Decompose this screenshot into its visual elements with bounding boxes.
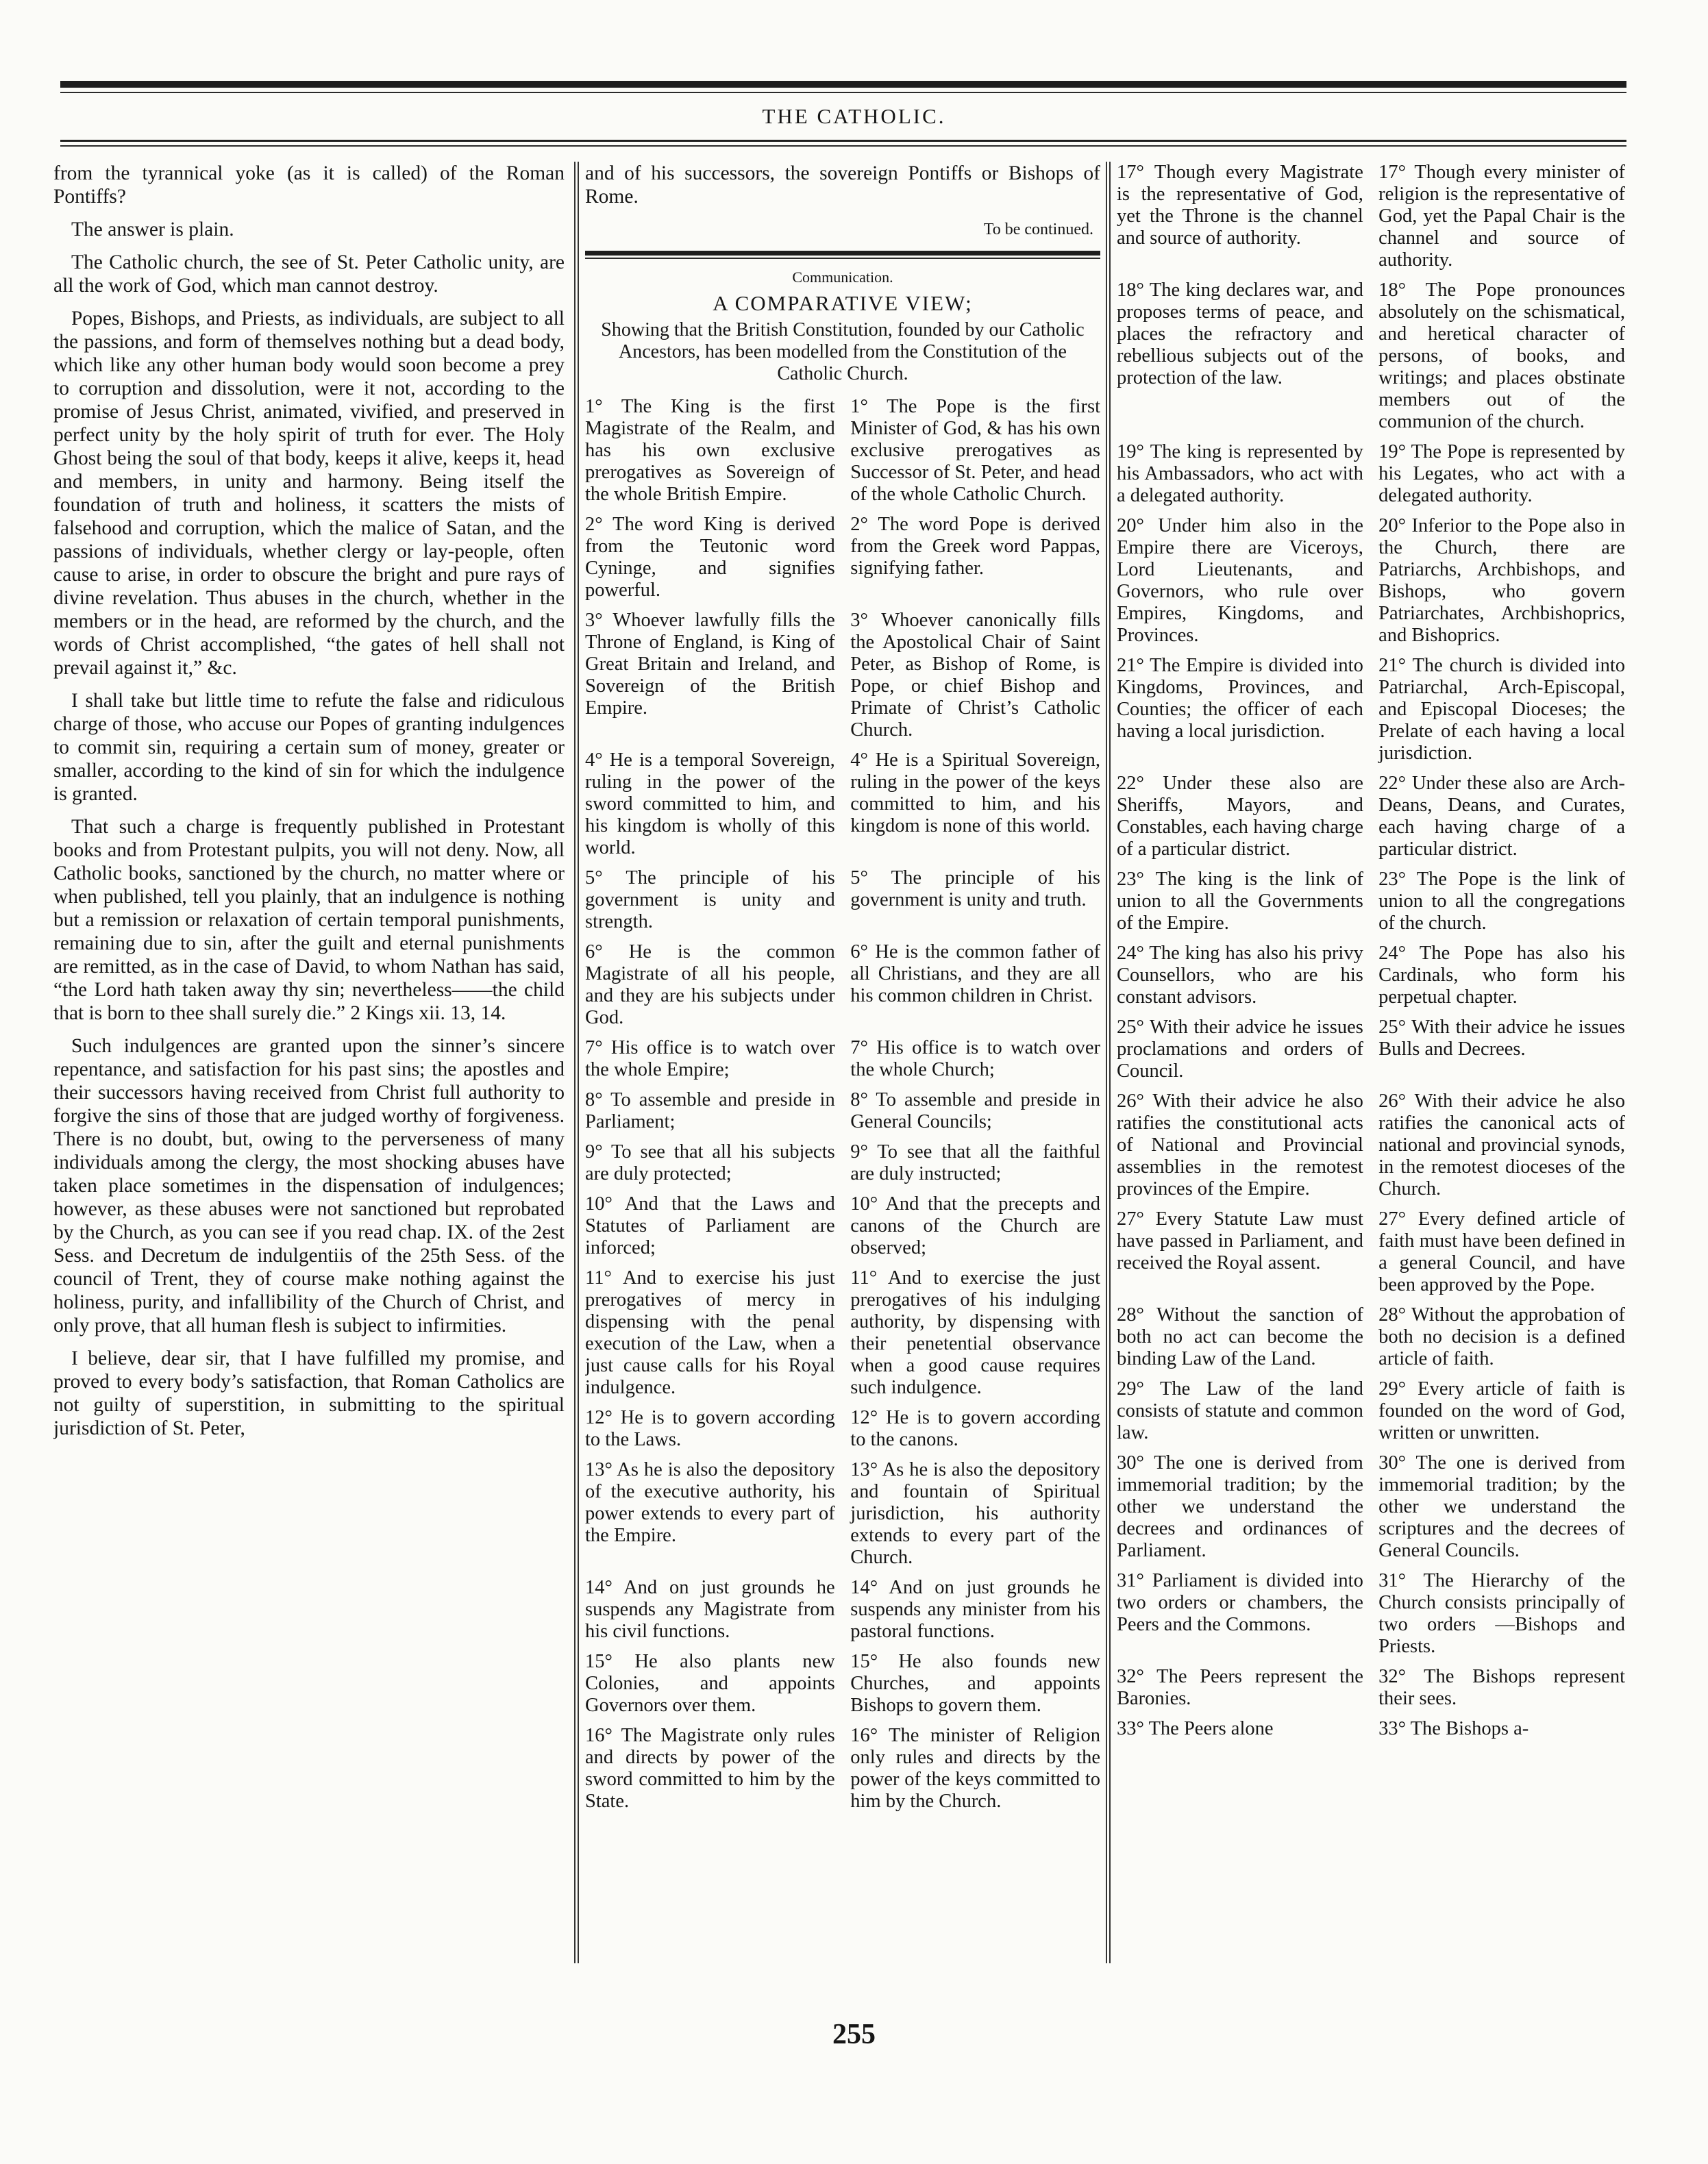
comparison-pair (585, 941, 1100, 1029)
paragraph: Popes, Bishops, and Priests, as individuals, are subject to all the passions, and form of themselves nothing but a dead body, which like any other human body would soon become a prey to corruption and dissolution, were it not, according to the promise of Jesus Christ, animated, vivified, and preserved in perfect unity by the holy spirit of truth for ever. The Holy Ghost being the soul of that body, keeps it alive, keeps it, head and members, in unity and harmony. Being itself the foundation of truth and holiness, it scatters the mists of falsehood and corruption, which the malice of Satan, and the passions of individuals, whether clergy or lay-people, often cause to arise, in order to obscure the bright and pure rays of divine revelation. Thus abuses in the church, whether in the members or in the head, are reformed by the church, and the words of Christ accomplished, “the gates of hell shall not prevail against it,” &c. (53, 308, 565, 679)
church-item: 28° Without the approbation of both no decision is a defined article of faith. (1378, 1304, 1625, 1369)
comparison-pair (1117, 1570, 1625, 1658)
church-item: 16° The minister of Religion only rules and directs by the power of the keys committed to him by the Church. (850, 1725, 1100, 1812)
communication-label: Communication. (792, 269, 893, 286)
state-item: 2° The word King is derived from the Teutonic word Cyninge, and signifies powerful. (585, 514, 835, 601)
state-item: 26° With their advice he also ratifies the constitutional acts of National and Provincial assemblies in the remotest provinces of the Empire. (1117, 1091, 1363, 1199)
church-item: 21° The church is divided into Patriarchal, Arch-Episcopal, and Episcopal Dioceses; the Prelate of each having a local jurisdiction. (1378, 655, 1625, 764)
comparison-pair (585, 1267, 1100, 1399)
state-item: 14° And on just grounds he suspends any Magistrate from his civil functions. (585, 1577, 835, 1642)
column-divider (1106, 162, 1107, 1963)
comparison-pair (585, 1577, 1100, 1643)
article-title: A COMPARATIVE VIEW; (713, 291, 973, 315)
state-item: 22° Under these also are Sheriffs, Mayors, and Constables, each having charge of a particular district. (1117, 773, 1363, 860)
state-item: 19° The king is represented by his Ambassadors, who act with a delegated authority. (1117, 441, 1363, 506)
page-number: 255 (832, 2019, 876, 2050)
comparison-pair (1117, 773, 1625, 860)
comparison-pair (1117, 515, 1625, 647)
church-item: 6° He is the common father of all Christians, and they are all his common children in Christ. (850, 941, 1100, 1006)
comparison-pair (585, 514, 1100, 601)
state-item: 12° He is to govern according to the Laws. (585, 1407, 835, 1450)
paragraph: from the tyrannical yoke (as it is called) of the Roman Pontiffs? (53, 162, 565, 208)
state-item: 17° Though every Magistrate is the representative of God, yet the Throne is the channel and source of authority. (1117, 162, 1363, 249)
top-rule (60, 81, 1626, 88)
paragraph: I shall take but little time to refute the false and ridiculous charge of those, who accuse our Popes of granting indulgences to commit sin, requiring a certain sum of money, greater or smaller, according to the kind of sin for which the indulgence is granted. (53, 690, 565, 805)
column-3 (1117, 162, 1625, 1963)
state-item: 5° The principle of his government is unity and strength. (585, 867, 835, 932)
comparison-pair (1117, 1208, 1625, 1296)
header-rule-thin (60, 145, 1626, 147)
comparison-pair (585, 1037, 1100, 1081)
comparison-pair (585, 1725, 1100, 1813)
church-item: 10° And that the precepts and canons of the Church are observed; (850, 1193, 1100, 1258)
church-item: 8° To assemble and preside in General Councils; (850, 1089, 1100, 1132)
church-item: 20° Inferior to the Pope also in the Church, there are Patriarchs, Archbishops, and Bishops, who govern Patriarchates, Archbishoprics, and Bishoprics. (1378, 515, 1625, 646)
paragraph: Such indulgences are granted upon the sinner’s sincere repentance, and satisfaction for his past sins; the apostles and their successors having received from Christ full authority to forgive the sins of those that are judged worthy of forgiveness. There is no doubt, but, owing to the perverseness of many individuals among the clergy, the most shocking abuses have taken place sometimes in the dispensation of indulgences; however, as these abuses were not sanctioned but reprobated by the Church, as you can see if you read chap. IX. of the 2est Sess. and Decretum de indulgentiis of the 25th Sess. of the council of Trent, they of course make nothing against the holiness, purity, and infallibility of the Church of Christ, and only prove, that all human flesh is subject to infirmities. (53, 1035, 565, 1336)
comparison-pair (1117, 1378, 1625, 1444)
state-item: 9° To see that all his subjects are duly protected; (585, 1141, 835, 1184)
comparison-pair (1117, 1091, 1625, 1200)
state-item: 6° He is the common Magistrate of all his people, and they are his subjects under God. (585, 941, 835, 1028)
state-item: 13° As he is also the depository of the executive authority, his power extends to every part of the Empire. (585, 1459, 835, 1546)
church-item: 1° The Pope is the first Minister of God, & has his own exclusive prerogatives as Successor of St. Peter, and head of the whole Catholic Church. (850, 396, 1100, 505)
comparison-pair (1117, 1017, 1625, 1082)
state-item: 15° He also plants new Colonies, and appoints Governors over them. (585, 1651, 835, 1716)
state-item: 7° His office is to watch over the whole Empire; (585, 1037, 835, 1080)
state-item: 21° The Empire is divided into Kingdoms, Provinces, and Counties; the officer of each having a local jurisdiction. (1117, 655, 1363, 742)
church-item: 3° Whoever canonically fills the Apostolical Chair of Saint Peter, as Bishop of Rome, is Pope, or chief Bishop and Primate of Christ’s Catholic Church. (850, 610, 1100, 741)
comparison-pair (585, 867, 1100, 933)
state-item: 10° And that the Laws and Statutes of Parliament are inforced; (585, 1193, 835, 1258)
comparison-pair (1117, 1666, 1625, 1710)
paragraph: The Catholic church, the see of St. Peter Catholic unity, are all the work of God, which man cannot destroy. (53, 251, 565, 297)
state-item: 31° Parliament is divided into two orders or chambers, the Peers and the Commons. (1117, 1570, 1363, 1635)
church-item: 26° With their advice he also ratifies the canonical acts of national and provincial synods, in the remotest dioceses of the Church. (1378, 1091, 1625, 1199)
column-1 (53, 162, 565, 1963)
comparison-pair (1117, 1718, 1625, 1740)
church-item: 11° And to exercise the just prerogatives of his indulging authority, by dispensing with their penetential observance when a good cause requires such indulgence. (850, 1267, 1100, 1398)
state-item: 28° Without the sanction of both no act can become the binding Law of the Land. (1117, 1304, 1363, 1369)
comparison-pair (585, 749, 1100, 859)
comparison-pair (585, 1459, 1100, 1569)
church-item: 14° And on just grounds he suspends any minister from his pastoral functions. (850, 1577, 1100, 1642)
comparison-pair (585, 1407, 1100, 1451)
church-item: 2° The word Pope is derived from the Greek word Pappas, signifying father. (850, 514, 1100, 579)
comparison-pair (1117, 279, 1625, 433)
church-item: 27° Every defined article of faith must have been defined in a general Council, and have been approved by the Pope. (1378, 1208, 1625, 1295)
church-item: 32° The Bishops represent their sees. (1378, 1666, 1625, 1709)
comparison-pair (1117, 441, 1625, 507)
state-item: 1° The King is the first Magistrate of the Realm, and has his own exclusive prerogatives as Sovereign of the whole British Empire. (585, 396, 835, 505)
comparison-pair (1117, 1452, 1625, 1562)
paragraph: and of his successors, the sovereign Pontiffs or Bishops of Rome. (585, 162, 1100, 208)
church-item: 12° He is to govern according to the canons. (850, 1407, 1100, 1450)
state-item: 33° The Peers alone (1117, 1718, 1274, 1739)
section-rule-thin (585, 258, 1100, 259)
comparison-pair (585, 1193, 1100, 1259)
church-item: 23° The Pope is the link of union to all the congregations of the church. (1378, 869, 1625, 934)
church-item: 29° Every article of faith is founded on the word of God, written or unwritten. (1378, 1378, 1625, 1443)
comparison-pair (585, 396, 1100, 506)
state-item: 16° The Magistrate only rules and directs by power of the sword committed to him by the State. (585, 1725, 835, 1812)
column-divider (1109, 162, 1111, 1963)
church-item: 33° The Bishops a- (1378, 1718, 1529, 1739)
paragraph: The answer is plain. (71, 219, 234, 240)
comparison-pair (585, 1651, 1100, 1717)
church-item: 22° Under these also are Arch-Deans, Deans, and Curates, each having charge of a particular district. (1378, 773, 1625, 860)
church-item: 13° As he is also the depository and fountain of Spiritual jurisdiction, his authority extends to every part of the Church. (850, 1459, 1100, 1568)
top-rule-thin (60, 92, 1626, 93)
comparison-pair (1117, 1304, 1625, 1370)
church-item: 5° The principle of his government is unity and truth. (850, 867, 1100, 910)
article-subtitle: Showing that the British Constitution, founded by our Catholic Ancestors, has been modelled from the Constitution of the Catholic Church. (601, 319, 1085, 384)
state-item: 20° Under him also in the Empire there are Viceroys, Lord Lieutenants, and Governors, who rule over Empires, Kingdoms, and Provinces. (1117, 515, 1363, 646)
comparison-pair (1117, 162, 1625, 271)
column-divider (574, 162, 575, 1963)
state-item: 3° Whoever lawfully fills the Throne of England, is King of Great Britain and Ireland, and Sovereign of the British Empire. (585, 610, 835, 719)
church-item: 15° He also founds new Churches, and appoints Bishops to govern them. (850, 1651, 1100, 1716)
state-item: 11° And to exercise his just prerogatives of mercy in dispensing with the penal execution of the Law, when a just cause calls for his Royal indulgence. (585, 1267, 835, 1398)
church-item: 18° The Pope pronounces absolutely on the schismatical, and heretical character of persons, of books, and writings; and places obstinate members out of the communion of the church. (1378, 279, 1625, 432)
section-rule (585, 251, 1100, 256)
church-item: 17° Though every minister of religion is the representative of God, yet the Papal Chair is the channel and source of authority. (1378, 162, 1625, 271)
state-item: 24° The king has also his privy Counsellors, who are his constant advisors. (1117, 943, 1363, 1008)
column-2 (585, 162, 1100, 1963)
comparison-pair (1117, 943, 1625, 1008)
comparison-pair (1117, 869, 1625, 934)
to-be-continued: To be continued. (983, 221, 1093, 238)
state-item: 29° The Law of the land consists of statute and common law. (1117, 1378, 1363, 1443)
church-item: 25° With their advice he issues Bulls and Decrees. (1378, 1017, 1625, 1060)
church-item: 7° His office is to watch over the whole Church; (850, 1037, 1100, 1080)
comparison-list (585, 396, 1100, 1813)
paragraph: That such a charge is frequently published in Protestant books and from Protestant pulpits, you will not deny. Now, all Catholic books, sanctioned by the church, no matter where or when published, tell you plainly, that an indulgence is nothing but a remission or relaxation of certain temporal punishments, remaining due to sin, after the guilt and eternal punishments are remitted, as in the case of David, to whom Nathan has said, “the Lord hath taken away thy sin; nevertheless——the child that is born to thee shall surely die.” 2 Kings xii. 13, 14. (53, 816, 565, 1024)
header-rule (60, 140, 1626, 142)
comparison-list (1117, 162, 1625, 1740)
church-item: 30° The one is derived from immemorial tradition; by the other we understand the scriptures and the decrees of General Councils. (1378, 1452, 1625, 1561)
church-item: 31° The Hierarchy of the Church consists principally of two orders —Bishops and Priests. (1378, 1570, 1625, 1657)
state-item: 32° The Peers represent the Baronies. (1117, 1666, 1363, 1709)
state-item: 25° With their advice he issues proclamations and orders of Council. (1117, 1017, 1363, 1082)
comparison-pair (585, 610, 1100, 741)
state-item: 18° The king declares war, and proposes terms of peace, and places the refractory and rebellious subjects out of the protection of the law. (1117, 279, 1363, 388)
page-title: THE CATHOLIC. (762, 104, 946, 128)
state-item: 23° The king is the link of union to all the Governments of the Empire. (1117, 869, 1363, 934)
church-item: 9° To see that all the faithful are duly instructed; (850, 1141, 1100, 1184)
paragraph: I believe, dear sir, that I have fulfilled my promise, and proved to every body’s satisfaction, that Roman Catholics are not guilty of superstition, in submitting to the spiritual jurisdiction of St. Peter, (53, 1347, 565, 1439)
state-item: 27° Every Statute Law must have passed in Parliament, and received the Royal assent. (1117, 1208, 1363, 1273)
state-item: 30° The one is derived from immemorial tradition; by the other we understand the decrees and ordinances of Parliament. (1117, 1452, 1363, 1561)
state-item: 4° He is a temporal Sovereign, ruling in the power of the sword committed to him, and his kingdom is wholly of this world. (585, 749, 835, 858)
comparison-pair (585, 1141, 1100, 1185)
church-item: 24° The Pope has also his Cardinals, who form his perpetual chapter. (1378, 943, 1625, 1008)
church-item: 19° The Pope is represented by his Legates, who act with a delegated authority. (1378, 441, 1625, 506)
comparison-pair (1117, 655, 1625, 764)
state-item: 8° To assemble and preside in Parliament; (585, 1089, 835, 1132)
column-divider (578, 162, 579, 1963)
comparison-pair (585, 1089, 1100, 1133)
church-item: 4° He is a Spiritual Sovereign, ruling in the power of the keys committed to him, and his kingdom is none of this world. (850, 749, 1100, 836)
